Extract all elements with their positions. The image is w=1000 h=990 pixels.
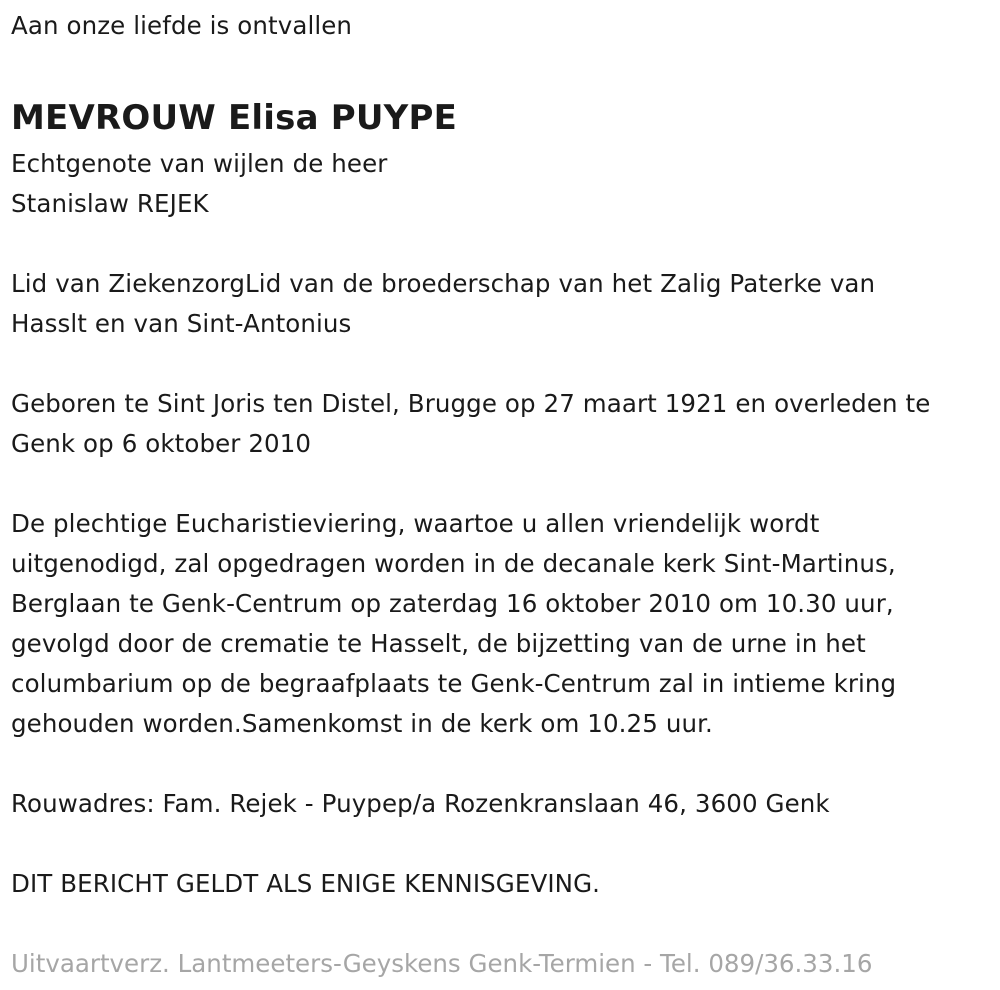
ceremony-line: columbarium op de begraafplaats te Genk-Centrum zal in intieme kring (11, 669, 897, 698)
birth-death-line: Geboren te Sint Joris ten Distel, Brugge op 27 maart 1921 en overleden te (11, 389, 931, 418)
ceremony-line: uitgenodigd, zal opgedragen worden in de decanale kerk Sint-Martinus, (11, 549, 896, 578)
sole-notice-statement: DIT BERICHT GELDT ALS ENIGE KENNISGEVING. (11, 869, 601, 898)
membership-line: Lid van ZiekenzorgLid van de broederschap van het Zalig Paterke van (11, 269, 876, 298)
birth-death-block (11, 384, 991, 464)
ceremony-line: gevolgd door de crematie te Hasselt, de bijzetting van de urne in het (11, 629, 866, 658)
funeral-home-footer: Uitvaartverz. Lantmeeters-Geyskens Genk-Termien - Tel. 089/36.33.16 (11, 949, 873, 978)
birth-death-line: Genk op 6 oktober 2010 (11, 429, 312, 458)
membership-line: Hasslt en van Sint-Antonius (11, 309, 352, 338)
membership-block (11, 264, 991, 344)
spouse-block (11, 144, 991, 224)
spouse-line: Stanislaw REJEK (11, 189, 209, 218)
ceremony-line: gehouden worden.Samenkomst in de kerk om 10.25 uur. (11, 709, 713, 738)
mourning-address: Rouwadres: Fam. Rejek - Puypep/a Rozenkranslaan 46, 3600 Genk (11, 789, 830, 818)
ceremony-line: Berglaan te Genk-Centrum op zaterdag 16 oktober 2010 om 10.30 uur, (11, 589, 894, 618)
ceremony-block (11, 504, 991, 744)
death-notice (11, 0, 991, 984)
intro-text: Aan onze liefde is ontvallen (11, 11, 353, 40)
spouse-line: Echtgenote van wijlen de heer (11, 149, 388, 178)
ceremony-line: De plechtige Eucharistieviering, waartoe u allen vriendelijk wordt (11, 509, 820, 538)
deceased-name: MEVROUW Elisa PUYPE (11, 98, 458, 138)
